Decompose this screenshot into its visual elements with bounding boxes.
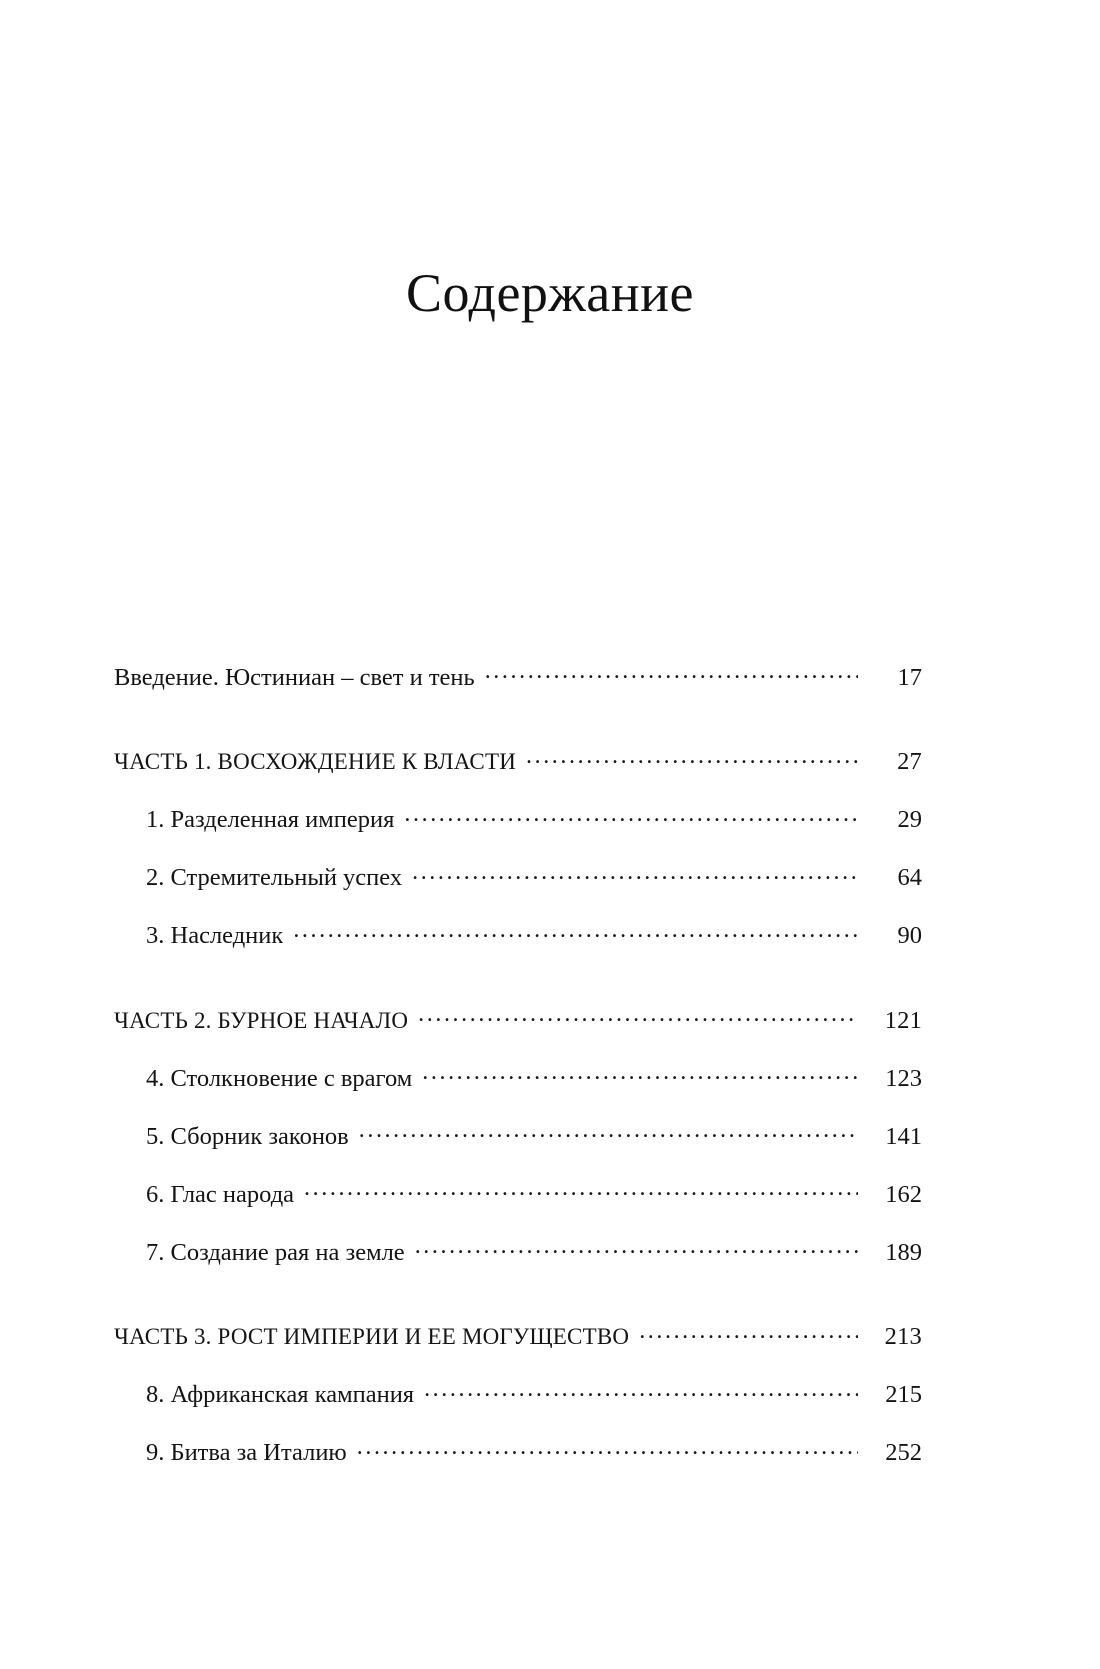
dot-leader [404, 803, 858, 828]
toc-entry-chapter[interactable] [114, 803, 922, 833]
toc-entry-label: 8. Африканская кампания [146, 1383, 415, 1408]
toc-entry-label: 4. Столкновение с врагом [146, 1066, 413, 1091]
toc-entry-chapter[interactable] [114, 1235, 922, 1265]
toc-entry-label: 2. Стремительный успех [146, 866, 403, 891]
toc-entry-part[interactable] [114, 1321, 922, 1350]
toc-entry-page-number: 17 [897, 663, 922, 691]
dot-leader [485, 660, 858, 685]
toc-entry-label: 6. Глас народа [146, 1182, 295, 1207]
toc-entry-page-number: 252 [885, 1439, 922, 1466]
toc-entry-label: 5. Сборник законов [146, 1124, 349, 1149]
toc-entry-chapter[interactable] [114, 919, 922, 949]
dot-leader [526, 746, 858, 769]
dot-leader [304, 1177, 858, 1202]
toc-entry-page-number: 189 [885, 1238, 922, 1266]
page-title: Содержание [406, 263, 694, 324]
dot-leader [293, 919, 858, 944]
toc-entry-label: 9. Битва за Италию [146, 1441, 347, 1466]
dot-leader [424, 1378, 858, 1403]
toc-entry-label: 7. Создание рая на земле [146, 1240, 405, 1265]
toc-entry-chapter[interactable] [114, 1177, 922, 1207]
toc-entry-label: ЧАСТЬ 2. БУРНОЕ НАЧАЛО [114, 1008, 409, 1032]
dot-leader [422, 1061, 858, 1086]
toc-entry-chapter[interactable] [114, 861, 922, 891]
toc-entry-label: ЧАСТЬ 3. РОСТ ИМПЕРИИ И ЕЕ МОГУЩЕСТВО [114, 1325, 630, 1348]
toc-entry-page-number: 64 [897, 864, 922, 891]
toc-entry-page-number: 215 [885, 1381, 922, 1408]
toc-entry-label: 1. Разделенная империя [146, 808, 395, 833]
dot-leader [412, 861, 858, 886]
toc-entry-chapter[interactable] [114, 1119, 922, 1149]
toc-entry-part[interactable] [114, 1005, 922, 1034]
dot-leader [359, 1119, 858, 1144]
dot-leader [639, 1321, 858, 1344]
toc-entry-list [114, 660, 922, 1466]
toc-entry-label: Введение. Юстиниан – свет и тень [114, 665, 475, 690]
toc-entry-page-number: 121 [884, 1006, 922, 1034]
toc-entry-page-number: 213 [884, 1323, 922, 1350]
toc-entry-label: ЧАСТЬ 1. ВОСХОЖДЕНИЕ К ВЛАСТИ [114, 750, 516, 773]
toc-entry-page-number: 162 [885, 1180, 922, 1208]
toc-entry-page-number: 123 [885, 1064, 922, 1092]
toc-entry-page-number: 141 [885, 1122, 922, 1150]
dot-leader [418, 1005, 858, 1028]
toc-entry-page-number: 90 [897, 922, 922, 949]
toc-entry-label: 3. Наследник [146, 924, 284, 949]
dot-leader [357, 1436, 858, 1461]
dot-leader [415, 1235, 858, 1260]
toc-entry-page-number: 29 [897, 806, 922, 833]
toc-entry-chapter[interactable] [114, 1378, 922, 1408]
toc-entry-part[interactable] [114, 746, 922, 775]
toc-entry-chapter[interactable] [114, 1061, 922, 1091]
toc-entry-page-number: 27 [897, 748, 922, 775]
toc-entry-chapter[interactable] [114, 1436, 922, 1466]
toc-entry-front-matter[interactable] [114, 660, 922, 690]
